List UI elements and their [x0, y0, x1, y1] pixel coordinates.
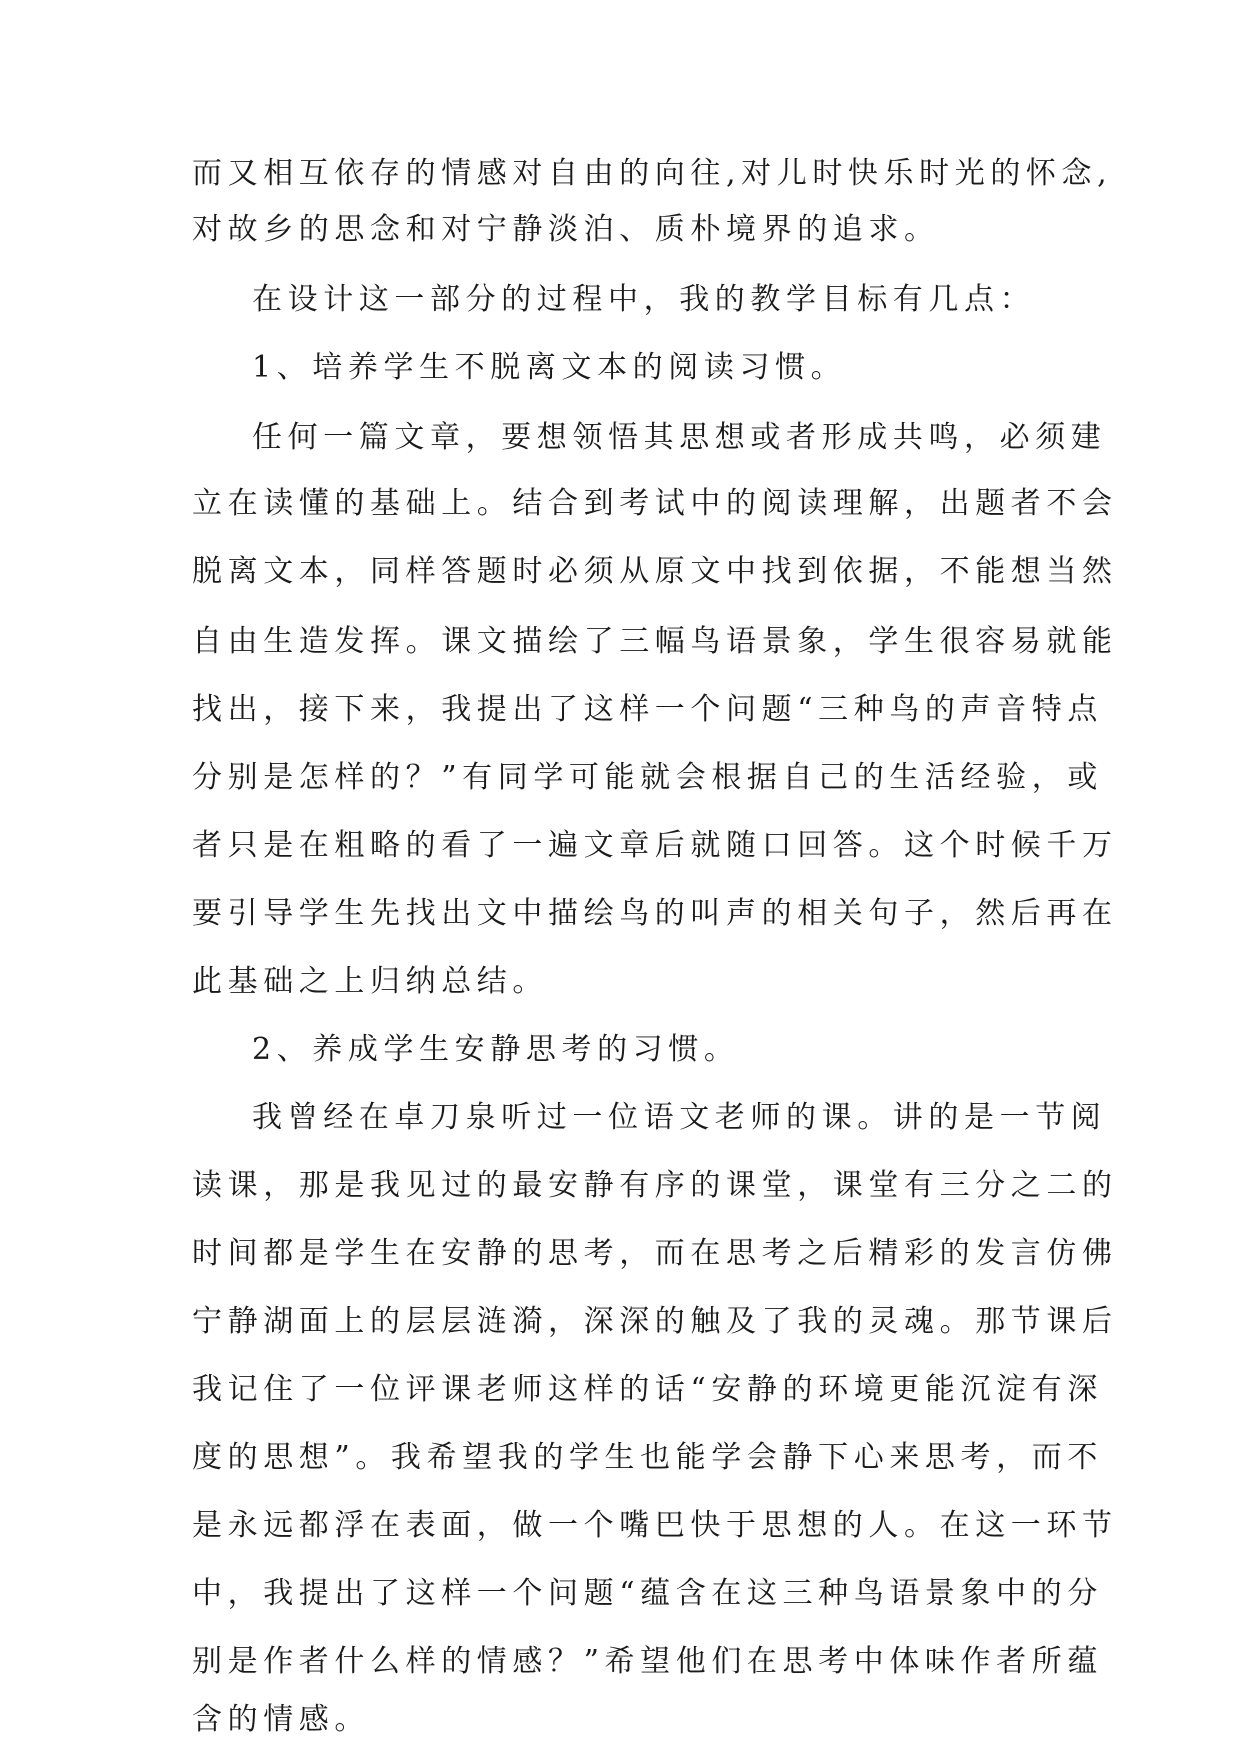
text-line-1: 而又相互依存的情感对自由的向往,对儿时快乐时光的怀念, — [192, 156, 1113, 191]
text-line-12: 要引导学生先找出文中描绘鸟的叫声的相关句子，然后再在 — [192, 896, 1118, 931]
text-line-19: 我记住了一位评课老师这样的话“安静的环境更能沉淀有深 — [192, 1372, 1103, 1407]
text-line-23: 别是作者什么样的情感？”希望他们在思考中体味作者所蕴 — [192, 1644, 1103, 1679]
text-line-22: 中，我提出了这样一个问题“蕴含在这三种鸟语景象中的分 — [192, 1576, 1103, 1611]
text-line-8: 自由生造发挥。课文描绘了三幅鸟语景象，学生很容易就能 — [192, 624, 1118, 659]
text-line-5: 任何一篇文章，要想领悟其思想或者形成共鸣，必须建 — [252, 420, 1107, 455]
text-line-15: 我曾经在卓刀泉听过一位语文老师的课。讲的是一节阅 — [252, 1100, 1107, 1135]
text-line-17: 时间都是学生在安静的思考，而在思考之后精彩的发言仿佛 — [192, 1236, 1118, 1271]
text-line-20: 度的思想”。我希望我的学生也能学会静下心来思考，而不 — [192, 1440, 1103, 1475]
text-line-24: 含的情感。 — [192, 1702, 370, 1737]
text-line-21: 是永远都浮在表面，做一个嘴巴快于思想的人。在这一环节 — [192, 1508, 1118, 1543]
text-line-18: 宁静湖面上的层层涟漪，深深的触及了我的灵魂。那节课后 — [192, 1304, 1118, 1339]
text-line-16: 读课，那是我见过的最安静有序的课堂，课堂有三分之二的 — [192, 1168, 1118, 1203]
text-line-7: 脱离文本，同样答题时必须从原文中找到依据，不能想当然 — [192, 554, 1118, 589]
text-line-13: 此基础之上归纳总结。 — [192, 964, 548, 999]
text-line-6: 立在读懂的基础上。结合到考试中的阅读理解，出题者不会 — [192, 486, 1118, 521]
heading-goal-1: 1、培养学生不脱离文本的阅读习惯。 — [252, 350, 847, 385]
paragraph-intro-goals: 在设计这一部分的过程中，我的教学目标有几点： — [252, 282, 1036, 317]
text-line-10: 分别是怎样的？”有同学可能就会根据自己的生活经验，或 — [192, 760, 1103, 795]
text-line-9: 找出，接下来，我提出了这样一个问题“三种鸟的声音特点 — [192, 692, 1103, 727]
text-line-11: 者只是在粗略的看了一遍文章后就随口回答。这个时候千万 — [192, 828, 1118, 863]
text-line-2: 对故乡的思念和对宁静淡泊、质朴境界的追求。 — [192, 212, 940, 247]
heading-goal-2: 2、养成学生安静思考的习惯。 — [252, 1032, 740, 1067]
